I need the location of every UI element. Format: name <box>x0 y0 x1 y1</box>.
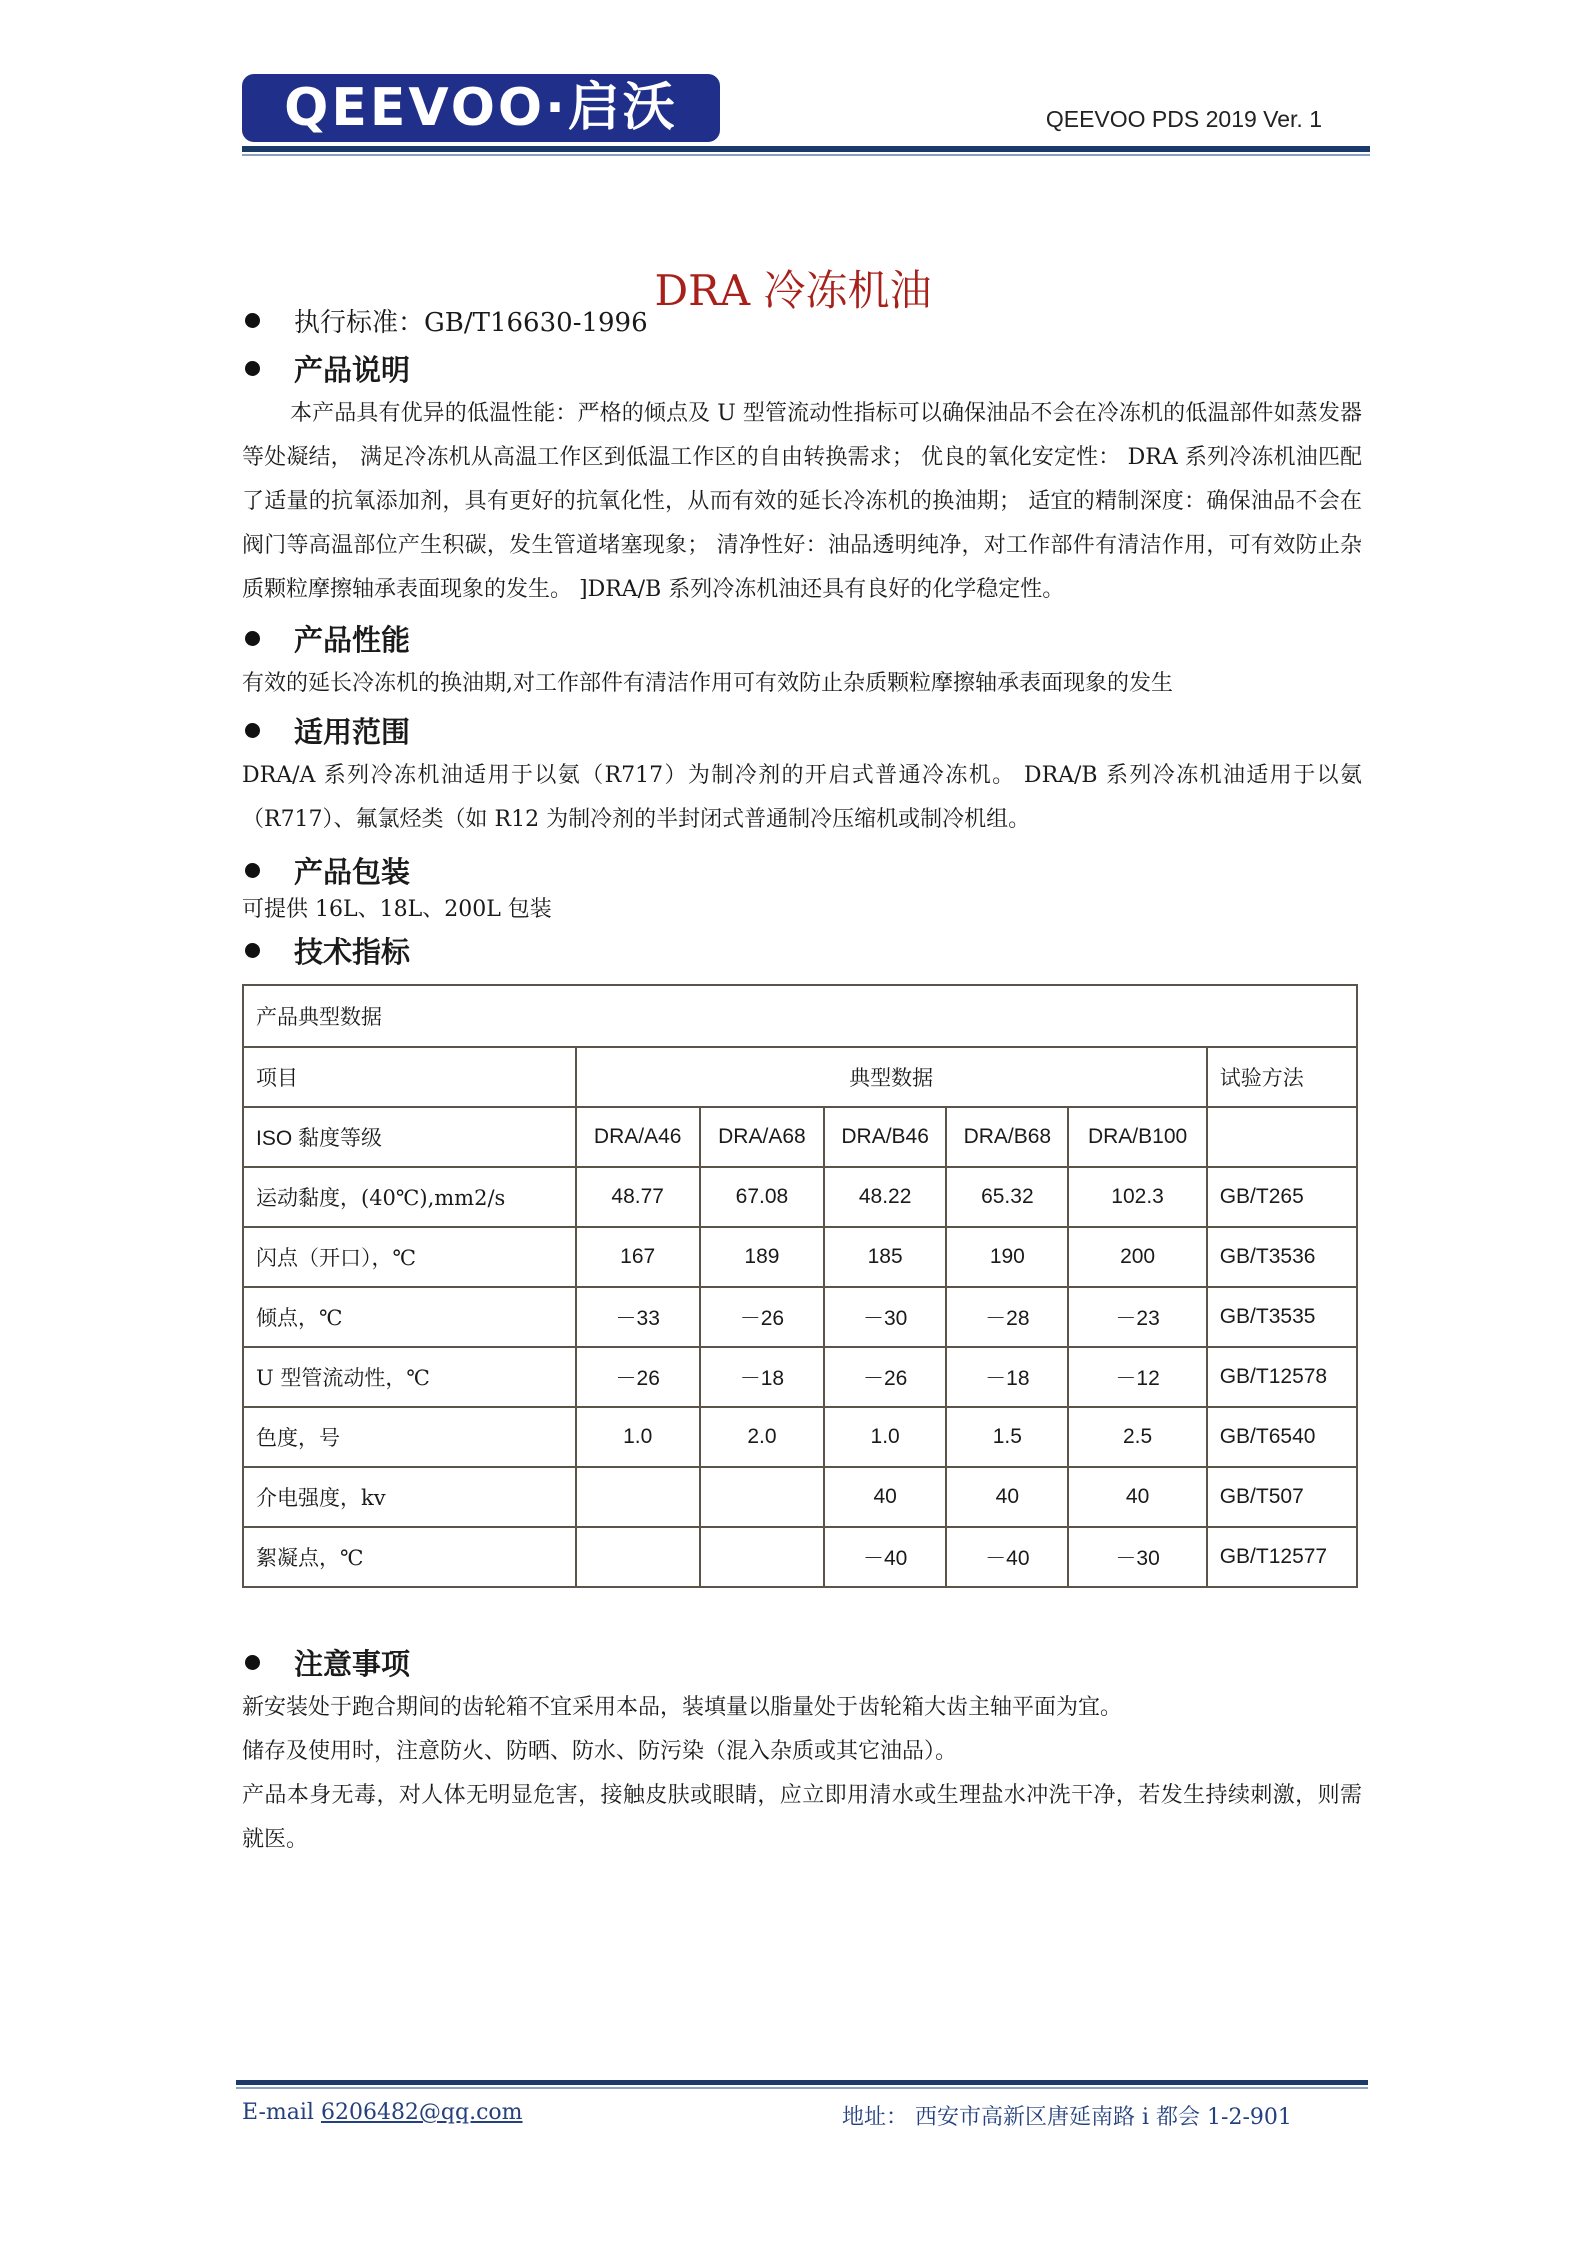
row-value: －28 <box>946 1287 1068 1347</box>
section-heading-packaging <box>242 846 1362 894</box>
company-logo <box>242 74 720 142</box>
row-method: GB/T265 <box>1207 1167 1357 1227</box>
page-title: DRA 冷冻机油 <box>654 266 932 316</box>
table-row <box>243 1167 1357 1227</box>
heading-text: 产品说明 <box>294 352 411 387</box>
grade-cell: DRA/B68 <box>946 1107 1068 1167</box>
row-value: －40 <box>824 1527 946 1587</box>
row-value: 2.0 <box>700 1407 824 1467</box>
table-row <box>243 1347 1357 1407</box>
footer-divider-thin <box>236 2087 1368 2089</box>
row-method: GB/T12578 <box>1207 1347 1357 1407</box>
logo-text: QEEVOO·启沃 <box>284 78 678 138</box>
row-value: －30 <box>1068 1527 1206 1587</box>
notes-line: 储存及使用时，注意防火、防晒、防水、防污染（混入杂质或其它油品）。 <box>242 1739 958 1764</box>
row-name: 絮凝点，℃ <box>243 1527 576 1587</box>
heading-text: 产品包装 <box>294 854 411 889</box>
section-heading-application <box>242 706 1362 754</box>
row-method: GB/T6540 <box>1207 1407 1357 1467</box>
row-value: 1.5 <box>946 1407 1068 1467</box>
bullet-icon <box>245 1655 260 1670</box>
row-value: 40 <box>824 1467 946 1527</box>
table-row <box>243 1287 1357 1347</box>
grade-cell: DRA/B46 <box>824 1107 946 1167</box>
heading-text: 适用范围 <box>294 714 411 749</box>
row-value: －12 <box>1068 1347 1206 1407</box>
row-value: 189 <box>700 1227 824 1287</box>
row-method: GB/T507 <box>1207 1467 1357 1527</box>
header-item: 项目 <box>243 1047 576 1107</box>
row-value: －30 <box>824 1287 946 1347</box>
row-name: 运动黏度，(40℃),mm2/s <box>243 1167 576 1227</box>
section-heading-notes <box>242 1638 1362 1686</box>
row-method: GB/T3536 <box>1207 1227 1357 1287</box>
table-caption: 产品典型数据 <box>243 985 1357 1047</box>
header-data: 典型数据 <box>576 1047 1207 1107</box>
row-name: 倾点，℃ <box>243 1287 576 1347</box>
email-label: E-mail <box>242 2100 314 2125</box>
grade-cell: DRA/A68 <box>700 1107 824 1167</box>
spacer <box>242 1596 1362 1638</box>
section-heading-tech <box>242 926 1362 974</box>
row-value: －26 <box>700 1287 824 1347</box>
row-name: U 型管流动性，℃ <box>243 1347 576 1407</box>
heading-text: 注意事项 <box>294 1646 411 1681</box>
row-value: 48.77 <box>576 1167 700 1227</box>
heading-text: 产品性能 <box>294 622 411 657</box>
row-value: 200 <box>1068 1227 1206 1287</box>
email-link[interactable]: 6206482@qq.com <box>320 2100 523 2125</box>
description-paragraph: 本产品具有优异的低温性能：严格的倾点及 U 型管流动性指标可以确保油品不会在冷冻机的低温部件如蒸发器等处凝结， 满足冷冻机从高温工作区到低温工作区的自由转换需求； 优良的氧化安定性： DRA 系列冷冻机油匹配了适量的抗氧添加剂，具有更好的抗氧化性，从而有效的延长冷冻机的换油期； 适宜的精制深度：确保油品不会在阀门等高温部位产生积碳，发生管道堵塞现象； 清净性好：油品透明纯净，对工作部件有清洁作用，可有效防止杂质颗粒摩擦轴承表面现象的发生。 ]DRA/B 系列冷冻机油还具有良好的化学稳定性。 <box>242 401 1362 602</box>
row-value: －33 <box>576 1287 700 1347</box>
row-value: 2.5 <box>1068 1407 1206 1467</box>
row-value: 190 <box>946 1227 1068 1287</box>
row-value: 67.08 <box>700 1167 824 1227</box>
standard-text: 执行标准：GB/T16630-1996 <box>294 307 648 338</box>
bullet-icon <box>245 631 260 646</box>
row-method: GB/T12577 <box>1207 1527 1357 1587</box>
row-value <box>576 1527 700 1587</box>
table-row <box>243 1527 1357 1587</box>
row-value <box>700 1467 824 1527</box>
row-value: －18 <box>946 1347 1068 1407</box>
performance-paragraph: 有效的延长冷冻机的换油期,对工作部件有清洁作用可有效防止杂质颗粒摩擦轴承表面现象的发生 <box>242 671 1173 696</box>
row-name: 色度，号 <box>243 1407 576 1467</box>
row-value: 1.0 <box>824 1407 946 1467</box>
section-heading-performance <box>242 614 1362 662</box>
grade-cell: DRA/B100 <box>1068 1107 1206 1167</box>
bullet-icon <box>245 943 260 958</box>
row-value: 65.32 <box>946 1167 1068 1227</box>
header-method: 试验方法 <box>1207 1047 1357 1107</box>
row-value: 40 <box>946 1467 1068 1527</box>
row-value: 185 <box>824 1227 946 1287</box>
table-row-grades <box>243 1107 1357 1167</box>
row-value: 167 <box>576 1227 700 1287</box>
heading-text: 技术指标 <box>294 934 411 969</box>
row-value: －26 <box>824 1347 946 1407</box>
row-value <box>576 1467 700 1527</box>
header-divider <box>242 146 1370 152</box>
row-name: 介电强度，kv <box>243 1467 576 1527</box>
row-value: 1.0 <box>576 1407 700 1467</box>
notes-line: 产品本身无毒，对人体无明显危害，接触皮肤或眼睛，应立即用清水或生理盐水冲洗干净，若发生持续刺激，则需就医。 <box>242 1783 1362 1852</box>
table-row <box>243 1407 1357 1467</box>
row-value: 48.22 <box>824 1167 946 1227</box>
row-value: －23 <box>1068 1287 1206 1347</box>
row-value: －18 <box>700 1347 824 1407</box>
row-value <box>700 1527 824 1587</box>
row-method: GB/T3535 <box>1207 1287 1357 1347</box>
section-heading-description <box>242 344 1362 392</box>
footer-divider <box>236 2080 1368 2085</box>
grades-label: ISO 黏度等级 <box>243 1107 576 1167</box>
document-body <box>242 296 1362 1862</box>
application-paragraph: DRA/A 系列冷冻机油适用于以氨（R717）为制冷剂的开启式普通冷冻机。 DRA/B 系列冷冻机油适用于以氨（R717）、氟氯烃类（如 R12 为制冷剂的半封闭式普通制冷压缩机或制冷机组。 <box>242 763 1362 832</box>
section-standard <box>242 296 1362 344</box>
bullet-icon <box>245 313 260 328</box>
bullet-icon <box>245 863 260 878</box>
table-caption-row <box>243 985 1357 1047</box>
packaging-paragraph: 可提供 16L、18L、200L 包装 <box>242 897 552 922</box>
grade-method-cell <box>1207 1107 1357 1167</box>
bullet-icon <box>245 723 260 738</box>
table-row <box>243 1227 1357 1287</box>
row-value: 40 <box>1068 1467 1206 1527</box>
row-name: 闪点（开口），℃ <box>243 1227 576 1287</box>
footer-address: 地址： 西安市高新区唐延南路 i 都会 1-2-901 <box>842 2105 1292 2130</box>
header-divider-thin <box>242 154 1370 156</box>
notes-line: 新安装处于跑合期间的齿轮箱不宜采用本品，装填量以脂量处于齿轮箱大齿主轴平面为宜。 <box>242 1695 1123 1720</box>
row-value: －26 <box>576 1347 700 1407</box>
spec-table <box>242 984 1358 1588</box>
document-code: QEEVOO PDS 2019 Ver. 1 <box>1045 106 1322 132</box>
row-value: 102.3 <box>1068 1167 1206 1227</box>
row-value: －40 <box>946 1527 1068 1587</box>
grade-cell: DRA/A46 <box>576 1107 700 1167</box>
table-header-row <box>243 1047 1357 1107</box>
bullet-icon <box>245 361 260 376</box>
footer-email <box>242 2100 523 2125</box>
table-row <box>243 1467 1357 1527</box>
